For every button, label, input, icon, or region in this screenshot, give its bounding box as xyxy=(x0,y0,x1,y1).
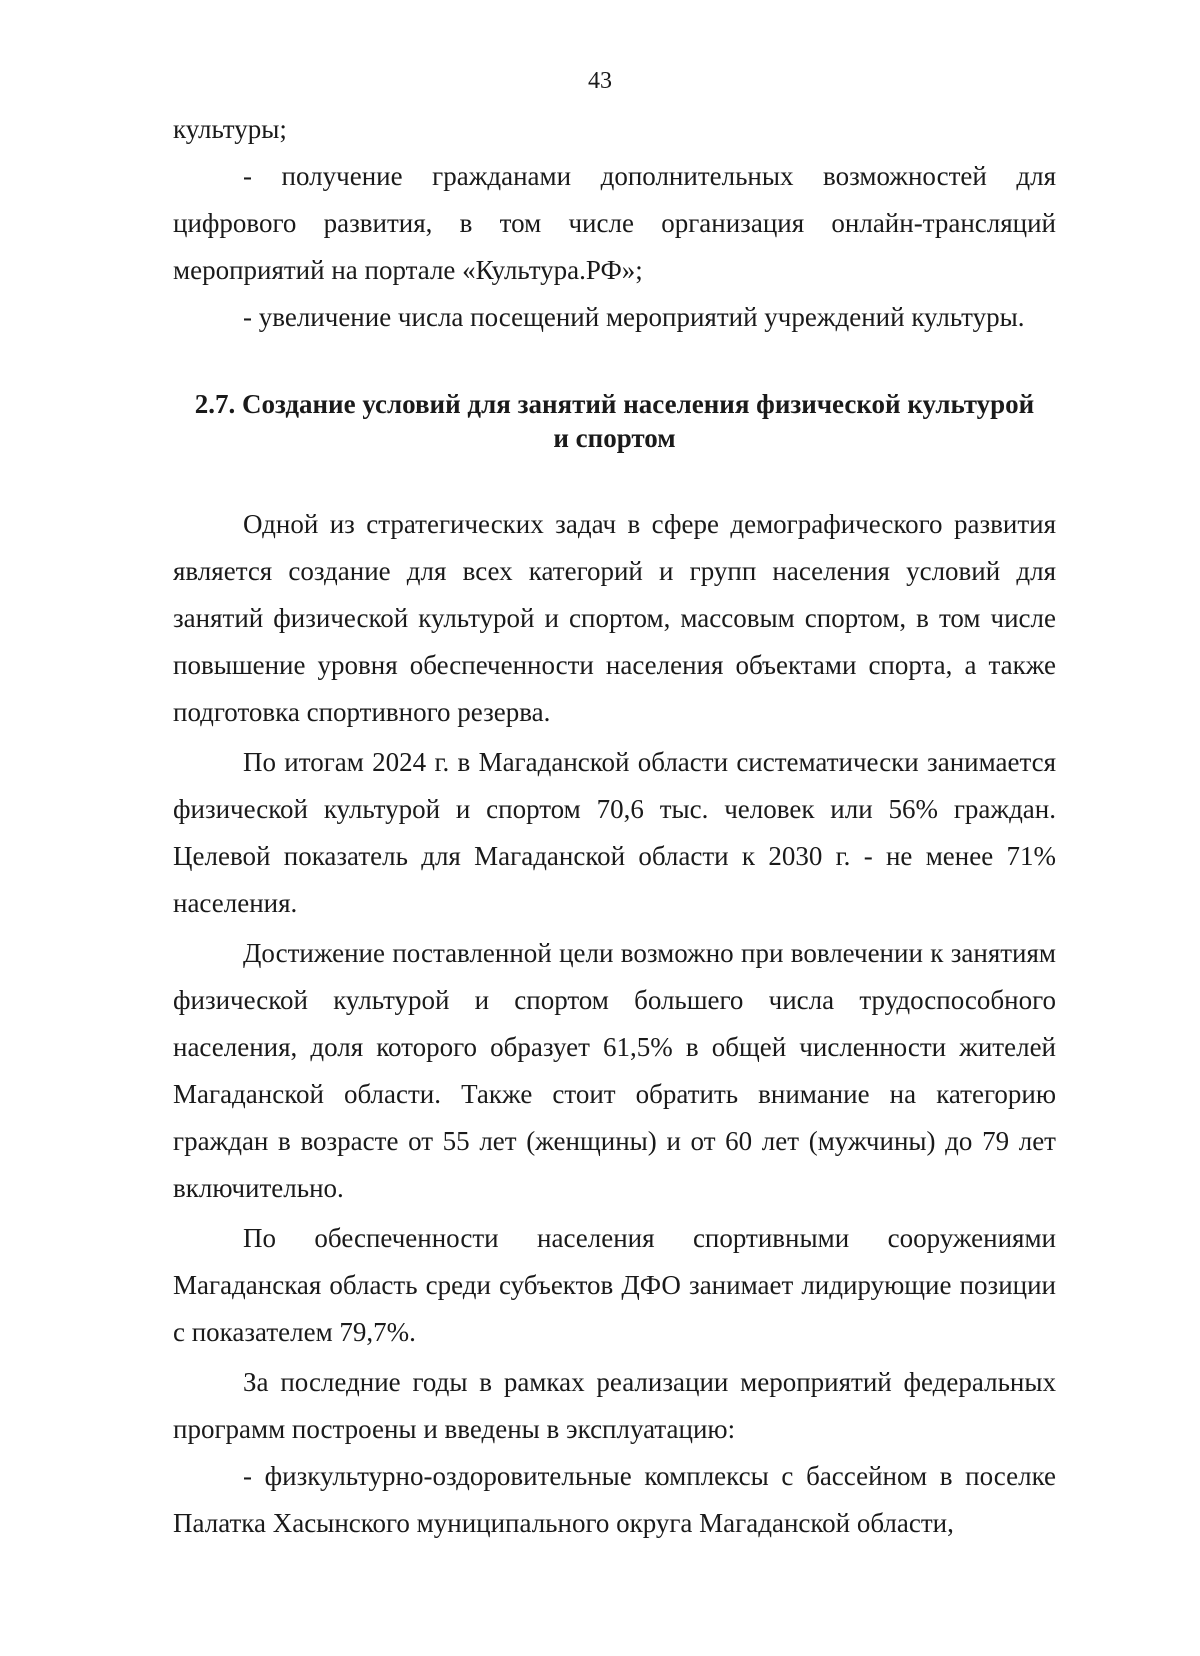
paragraph-strategic-task: Одной из стратегических задач в сфере демографического развития является создание для всех категорий и групп населения условий для занятий физической культурой и спортом, массовым спортом, в том числе повышение уровня обеспеченности населения объектами спорта, а также подготовка спортивного резерва. xyxy=(173,509,1056,727)
section-heading xyxy=(173,387,1056,455)
section-heading-line-1: 2.7. Создание условий для занятий населения физической культурой xyxy=(194,389,1035,419)
paragraph-sports-facilities: По обеспеченности населения спортивными сооружениями Магаданская область среди субъектов ДФО занимает лидирующие позиции с показателем 79,7%. xyxy=(173,1223,1056,1347)
list-item-sports-complex: - физкультурно-оздоровительные комплексы с бассейном в поселке Палатка Хасынского муниципального округа Магаданской области, xyxy=(173,1461,1056,1538)
text-body xyxy=(173,106,1056,1547)
page-number: 43 xyxy=(588,68,612,94)
list-item-visits-increase: - увеличение числа посещений мероприятий учреждений культуры. xyxy=(243,302,1025,332)
paragraph-2024-results: По итогам 2024 г. в Магаданской области систематически занимается физической культурой и спортом 70,6 тыс. человек или 56% граждан. Целевой показатель для Магаданской области к 2030 г. - не менее 71% населения. xyxy=(173,747,1056,918)
list-item-digital-development: - получение гражданами дополнительных возможностей для цифрового развития, в том числе организация онлайн-трансляций мероприятий на портале «Культура.РФ»; xyxy=(173,161,1056,285)
section-heading-line-2: и спортом xyxy=(553,423,676,453)
paragraph-federal-programs: За последние годы в рамках реализации мероприятий федеральных программ построены и введены в эксплуатацию: xyxy=(173,1367,1056,1444)
paragraph-culture-end: культуры; xyxy=(173,114,287,144)
paragraph-goal-achievement: Достижение поставленной цели возможно при вовлечении к занятиям физической культурой и спортом большего числа трудоспособного населения, доля которого образует 61,5% в общей численности жителей Магаданской области. Также стоит обратить внимание на категорию граждан в возрасте от 55 лет (женщины) и от 60 лет (мужчины) до 79 лет включительно. xyxy=(173,938,1056,1203)
